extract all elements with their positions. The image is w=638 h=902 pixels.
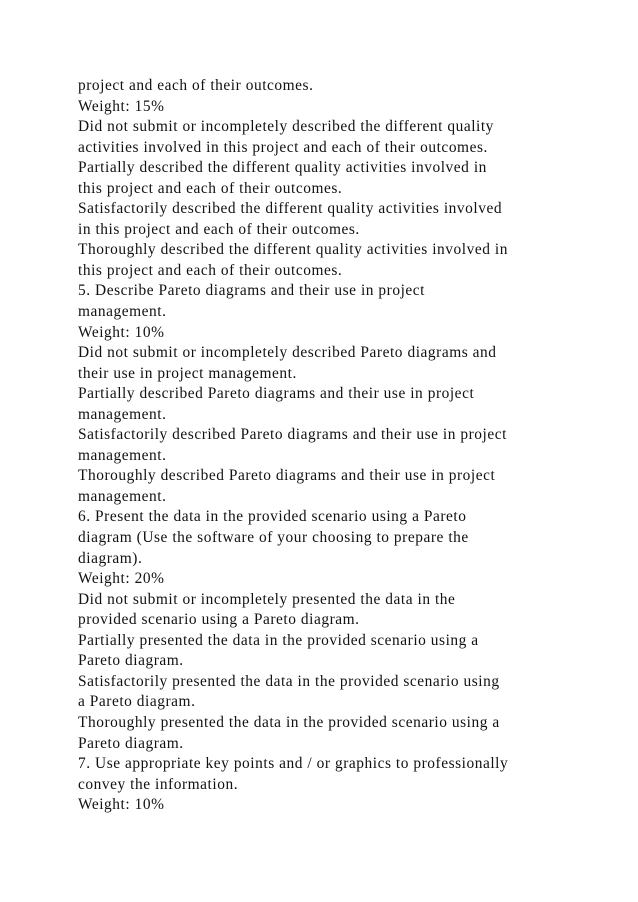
weight-line: Weight: 10% [78, 796, 165, 814]
text-line: their use in project management. [78, 364, 297, 382]
criterion-heading: diagram). [78, 549, 143, 567]
text-line: Did not submit or incompletely presented the data in the [78, 590, 456, 608]
text-line: management. [78, 487, 167, 505]
text-line: Pareto diagram. [78, 734, 184, 752]
criterion-heading: convey the information. [78, 775, 239, 793]
text-line: management. [78, 446, 167, 464]
text-line: Did not submit or incompletely described the different quality [78, 118, 494, 136]
criterion-heading: 6. Present the data in the provided scenario using a Pareto [78, 508, 467, 526]
criterion-heading: 5. Describe Pareto diagrams and their use in project [78, 282, 425, 300]
text-line: Thoroughly described Pareto diagrams and their use in project [78, 467, 496, 485]
text-line: Satisfactorily described Pareto diagrams and their use in project [78, 426, 507, 444]
weight-line: Weight: 15% [78, 97, 165, 115]
criterion-heading: 7. Use appropriate key points and / or graphics to professionally [78, 755, 509, 773]
criterion-heading: management. [78, 303, 167, 321]
text-line: Satisfactorily described the different quality activities involved [78, 200, 503, 218]
text-line: provided scenario using a Pareto diagram. [78, 611, 360, 629]
text-line: Pareto diagram. [78, 652, 184, 670]
weight-line: Weight: 10% [78, 323, 165, 341]
text-line: Partially described the different quality activities involved in [78, 159, 487, 177]
weight-line: Weight: 20% [78, 570, 165, 588]
text-line: activities involved in this project and each of their outcomes. [78, 138, 488, 156]
rubric-text-block [78, 76, 628, 816]
text-line: Thoroughly presented the data in the provided scenario using a [78, 713, 500, 731]
text-line: Partially described Pareto diagrams and their use in project [78, 385, 475, 403]
criterion-heading: diagram (Use the software of your choosing to prepare the [78, 529, 469, 547]
text-line: Thoroughly described the different quality activities involved in [78, 241, 508, 259]
text-line: management. [78, 405, 167, 423]
text-line: project and each of their outcomes. [78, 77, 314, 94]
text-line: this project and each of their outcomes. [78, 261, 343, 279]
text-line: a Pareto diagram. [78, 693, 196, 711]
text-line: Satisfactorily presented the data in the provided scenario using [78, 672, 500, 690]
text-line: in this project and each of their outcomes. [78, 220, 360, 238]
text-line: this project and each of their outcomes. [78, 179, 343, 197]
text-line: Did not submit or incompletely described Pareto diagrams and [78, 344, 497, 362]
text-line: Partially presented the data in the provided scenario using a [78, 631, 479, 649]
